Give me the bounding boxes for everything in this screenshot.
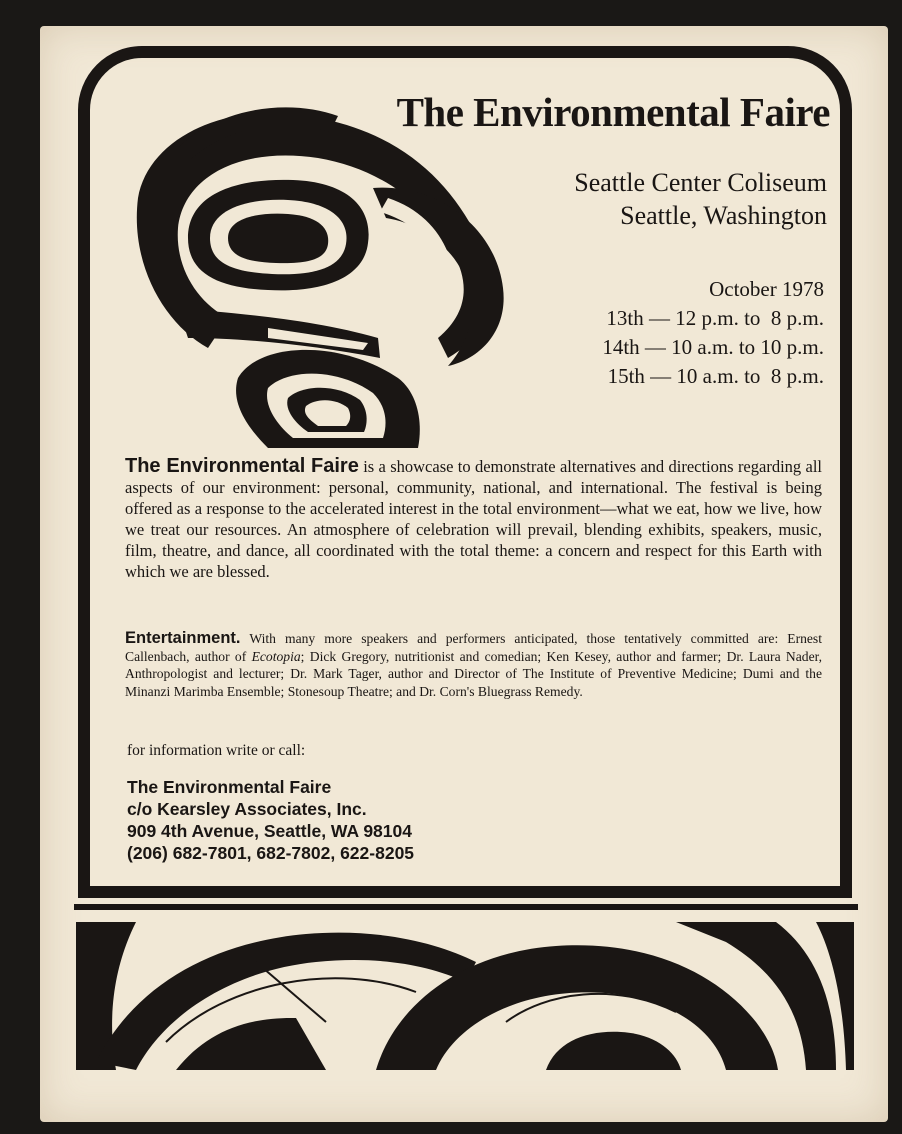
entertainment-paragraph: [125, 630, 822, 700]
intro-text: is a showcase to demonstrate alternatives and directions regarding all aspects of our environment: personal, community, national, and international. The festival is being offered as a response to the accelerated interest in the total environment—what we eat, how we live, how we treat our resources. An atmosphere of celebration will prevail, blending exhibits, speakers, music, film, theatre, and dance, all coordinated with the total theme: a concern and respect for this Earth with which we are blessed.: [125, 457, 822, 581]
venue-name: Seattle Center Coliseum: [574, 168, 827, 197]
entertainment-lead: Entertainment.: [125, 629, 241, 647]
entertainment-text-before: With many more speakers and performers anticipated, those tentatively committed are: Ernest Callenbach, author of: [125, 631, 822, 664]
schedule-block: [480, 275, 824, 391]
contact-line: (206) 682-7801, 682-7802, 622-8205: [127, 843, 415, 863]
event-month: October 1978: [709, 277, 824, 301]
venue-city: Seattle, Washington: [620, 201, 827, 230]
venue-block: [420, 166, 827, 232]
intro-lead: The Environmental Faire: [125, 455, 359, 477]
schedule-row: 15th — 10 a.m. to 8 p.m.: [607, 364, 824, 388]
intro-paragraph: [125, 456, 822, 582]
contact-intro: for information write or call:: [127, 742, 306, 759]
poster-title: The Environmental Faire: [396, 89, 830, 135]
contact-address: [127, 776, 414, 864]
eagle-head-formline-icon: [118, 88, 508, 458]
divider-band: [74, 904, 858, 910]
schedule-row: 13th — 12 p.m. to 8 p.m.: [606, 306, 824, 330]
formline-wave-icon: [76, 922, 854, 1070]
contact-line: 909 4th Avenue, Seattle, WA 98104: [127, 821, 412, 841]
entertainment-text-after: ; Dick Gregory, nutritionist and comedian; Ken Kesey, author and farmer; Dr. Laura Nader, Anthropologist and lecturer; Dr. Mark Tager, author and Director of The Institute of Preventive Medicine; Dumi and the Minanzi Marimba Ensemble; Stonesoup Theatre; and Dr. Corn's Bluegrass Remedy.: [125, 648, 822, 699]
contact-line: The Environmental Faire: [127, 777, 332, 797]
poster-page: [40, 26, 888, 1122]
contact-line: c/o Kearsley Associates, Inc.: [127, 799, 367, 819]
schedule-row: 14th — 10 a.m. to 10 p.m.: [602, 335, 824, 359]
book-title: Ecotopia: [251, 648, 301, 664]
